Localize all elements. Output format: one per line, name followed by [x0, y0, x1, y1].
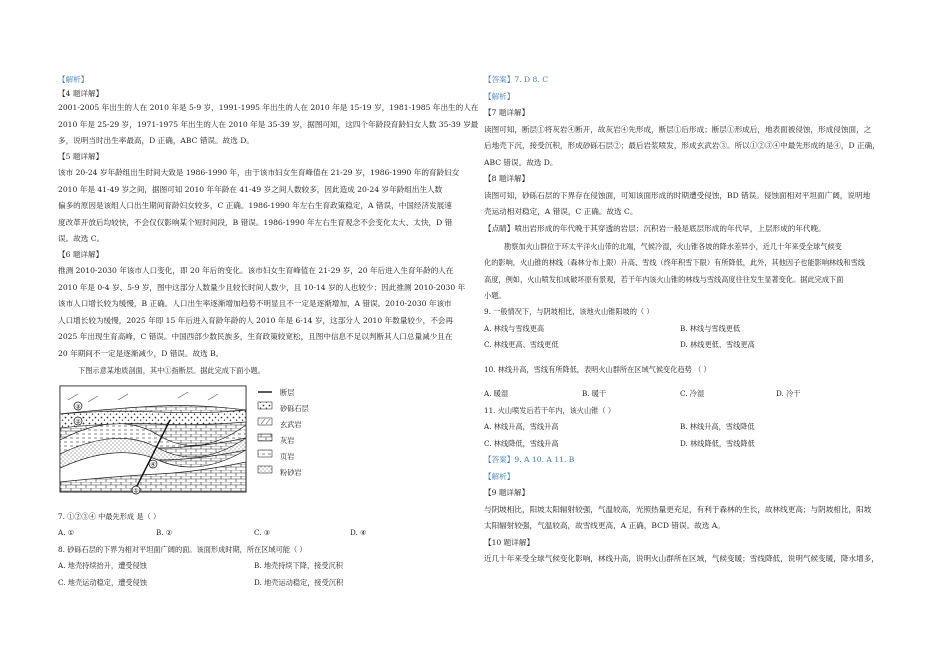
legend-fault: 断层 [280, 388, 295, 397]
q10-line: 近几十年来受全球气候变化影响，林线升高，说明火山群所在区域，气候变暖；雪线降低，说明气候变暖，降水增多， [484, 554, 879, 563]
analysis-label: 【解析】 [484, 472, 515, 481]
passage-line: 高度，例如，火山喷发扣成破坏原有景观，若干年内该火山锥的林线与雪线高度往往发生显著变化。据此完成下面 [484, 275, 844, 284]
svg-text:④: ④ [150, 461, 156, 469]
analysis-label: 【解析】 [484, 92, 515, 101]
q6-line: 2010 年是 0-4 岁、5-9 岁，图中这部分人数量少且较长时间人数少，且 10-14 岁的人也较少；因此推测 2010-2030 年 [58, 283, 466, 292]
passage-line: 勘察加火山群位于环太平洋火山带的北端，气候冷湿，火山锥各坡的降水差异小，近几十年来受全球气候变 [504, 242, 842, 251]
q8-heading: 【8 题详解】 [484, 174, 530, 183]
legend-limestone: 灰岩 [280, 436, 295, 445]
q6-line: 20 年期间不一定是逐渐减少，D 错误。故选 B。 [58, 349, 224, 358]
legend-siltstone: 粉砂岩 [280, 468, 302, 477]
legend-basalt: 玄武岩 [280, 420, 302, 429]
answer-7-8: 【答案】7. D 8. C [484, 75, 549, 84]
q9-heading: 【9 题详解】 [484, 488, 530, 497]
q7-heading: 【7 题详解】 [484, 108, 530, 117]
q10-stem: 10. 林线升高，雪线有所降低，表明火山群所在区域气候变化趋势 （ ） [484, 365, 711, 374]
figure-intro: 下图示意某地质剖面，其中①指断层。据此完成下面小题。 [78, 366, 265, 375]
q10-heading: 【10 题详解】 [484, 538, 535, 547]
legend-shale: 页岩 [280, 452, 295, 461]
q8-option-a[interactable]: A. 地壳持续抬升，遭受侵蚀 [58, 561, 147, 570]
q4-heading: 【4 题详解】 [58, 89, 104, 98]
q6-line: 2025 年出现生育高峰，C 错误。中国西部少数民族多，生育政策较宽松，且图中信息不足以判断其人口总量减少且在 [58, 332, 453, 341]
q8-option-c[interactable]: C. 地壳运动稳定，遭受侵蚀 [58, 578, 147, 587]
q9-line: 太阳辐射较强，气温较高，故雪线更高，A 正确，BCD 错误。故选 A。 [484, 521, 725, 530]
q9-option-b[interactable]: B. 林线与雪线更低 [680, 324, 741, 333]
q6-line: 推测 2010-2030 年该市人口变化，即 20 年后的变化。该市妇女生育峰值在 21-29 岁，20 年后进入生育年龄的人在 [58, 266, 454, 275]
q11-option-b[interactable]: B. 林线升高，雪线降低 [680, 422, 755, 431]
svg-text:①: ① [133, 487, 139, 495]
q11-option-c[interactable]: C. 林线降低，雪线升高 [484, 439, 559, 448]
q5-line: 度改革开放后均较快，不会仅仅影响某个短时间段，B 错误。1986-1990 年左右生育观念不会变化太大、太快，D 错 [58, 218, 453, 227]
q7-line: ABC 错误。故选 D。 [484, 158, 558, 167]
q5-line: 偏多的原因是该组人口出生期间育龄妇女较多，C 正确。1986-1990 年左右生育政策稳定，A 错误，中国经济发展速 [58, 201, 452, 210]
q7-option-b[interactable]: B. ② [156, 528, 173, 537]
q7-line: 后地壳下沉，接受沉积，形成砂砾石层②；最后岩浆喷发，形成玄武岩③。所以①②③④中最先形成的是④，D 正确， [484, 141, 880, 150]
q9-stem: 9. 一般情况下，与阴坡相比，该地火山锥阳坡的（ ） [484, 307, 654, 316]
svg-text:③: ③ [75, 403, 81, 411]
q11-stem: 11. 火山喷发后若干年内，该火山锥（ ） [484, 406, 616, 415]
passage-line: 化的影响，火山锥的林线（森林分布上限）升高、雪线（终年积雪下限）有所降低，此外，其他因子也能影响林线和雪线 [484, 258, 865, 267]
tip-note: 【点睛】喷出岩形成的年代晚于其穿透的岩层；沉积岩一般是底层形成的年代早，上层形成的年代晚。 [484, 224, 826, 233]
q8-option-b[interactable]: B. 地壳持续下降，接受沉积 [254, 561, 343, 570]
legend [258, 392, 272, 473]
q4-line: 多，说明当时出生率最高，D 正确，ABC 错误。故选 D。 [58, 136, 254, 145]
answer-9-11: 【答案】9. A 10. A 11. B [484, 455, 575, 464]
q8-line: 壳运动相对稳定，A 错误，C 正确。故选 C。 [484, 207, 638, 216]
q7-stem: 7. ①②③④ 中最先形成 是（ ） [58, 512, 161, 521]
q9-option-c[interactable]: C. 林线更高、雪线更低 [484, 340, 559, 349]
q10-option-c[interactable]: C. 冷湿 [680, 389, 705, 398]
q7-option-d[interactable]: D. ④ [350, 528, 367, 537]
q6-line: 该市人口增长较为缓慢，B 正确。人口出生率逐渐增加趋势不明显且不一定是逐渐增加，A 错误。2010-2030 年该市 [58, 299, 452, 308]
q5-line: 误。故选 C。 [58, 234, 105, 243]
q7-option-a[interactable]: A. ① [58, 528, 75, 537]
q7-line: 读图可知，断层①将灰岩④断开，故灰岩④先形成，断层①后形成；断层①形成后，地表面被侵蚀，形成侵蚀面，之 [484, 125, 872, 134]
q6-heading: 【6 题详解】 [58, 250, 104, 259]
analysis-label: 【解析】 [58, 75, 89, 84]
q5-line: 2010 年是 41-49 岁之间，据图可知 2010 年年龄在 41-49 岁之间人数较多，因此造成 20-24 岁年龄组出生人数 [58, 185, 443, 194]
q4-line: 2010 年是 25-29 岁，1971-1975 年出生的人在 2010 年是 35-39 岁，据图可知，这四个年龄段育龄妇女人数 35-39 岁最 [58, 120, 479, 129]
q5-heading: 【5 题详解】 [58, 152, 104, 161]
q4-line: 2001-2005 年出生的人在 2010 年是 5-9 岁，1991-1995 年出生的人在 2010 年是 15-19 岁，1981-1985 年出生的人在 [58, 103, 479, 112]
q10-option-d[interactable]: D. 冷干 [776, 389, 801, 398]
q9-line: 与阴坡相比，阳坡太阳辐射较强，气温较高，光照热量更充足，有利于森林的生长，故林线更高；与阴坡相比，阳坡 [484, 505, 872, 514]
q11-option-a[interactable]: A. 林线升高，雪线升高 [484, 422, 559, 431]
q8-line: 读图可知，砂砾石层的下界存在侵蚀面，可知该面形成的时期遭受侵蚀，BD 错误。侵蚀面相对平坦面广阔，说明地 [484, 191, 871, 200]
geologic-section-figure [58, 380, 358, 498]
q11-option-d[interactable]: D. 林线降低，雪线降低 [680, 439, 755, 448]
q8-option-d[interactable]: D. 地壳运动稳定，接受沉积 [254, 578, 344, 587]
svg-text:②: ② [75, 418, 81, 426]
q5-line: 该市 20-24 岁年龄组出生时间大致是 1986-1990 年，由于该市妇女生育峰值在 21-29 岁，1986-1990 年的育龄妇女 [58, 168, 460, 177]
q9-option-d[interactable]: D. 林线更低、雪线更高 [680, 340, 755, 349]
q10-option-b[interactable]: B. 暖干 [582, 389, 607, 398]
q6-line: 人口增长较为缓慢，2025 年即 15 年后进入育龄年龄的人 2010 年是 6-14 岁，这部分人 2010 年数量较少，不会再 [58, 316, 453, 325]
legend-gravel: 砂砾石层 [280, 404, 309, 413]
q9-option-a[interactable]: A. 林线与雪线更高 [484, 324, 545, 333]
passage-line: 小题。 [484, 291, 506, 300]
q10-option-a[interactable]: A. 暖湿 [484, 389, 509, 398]
q8-stem: 8. 砂砾石层的下界为相对平坦面广阔的面。该面形成时期，所在区域可能（ ） [58, 545, 307, 554]
q7-option-c[interactable]: C. ③ [254, 528, 271, 537]
